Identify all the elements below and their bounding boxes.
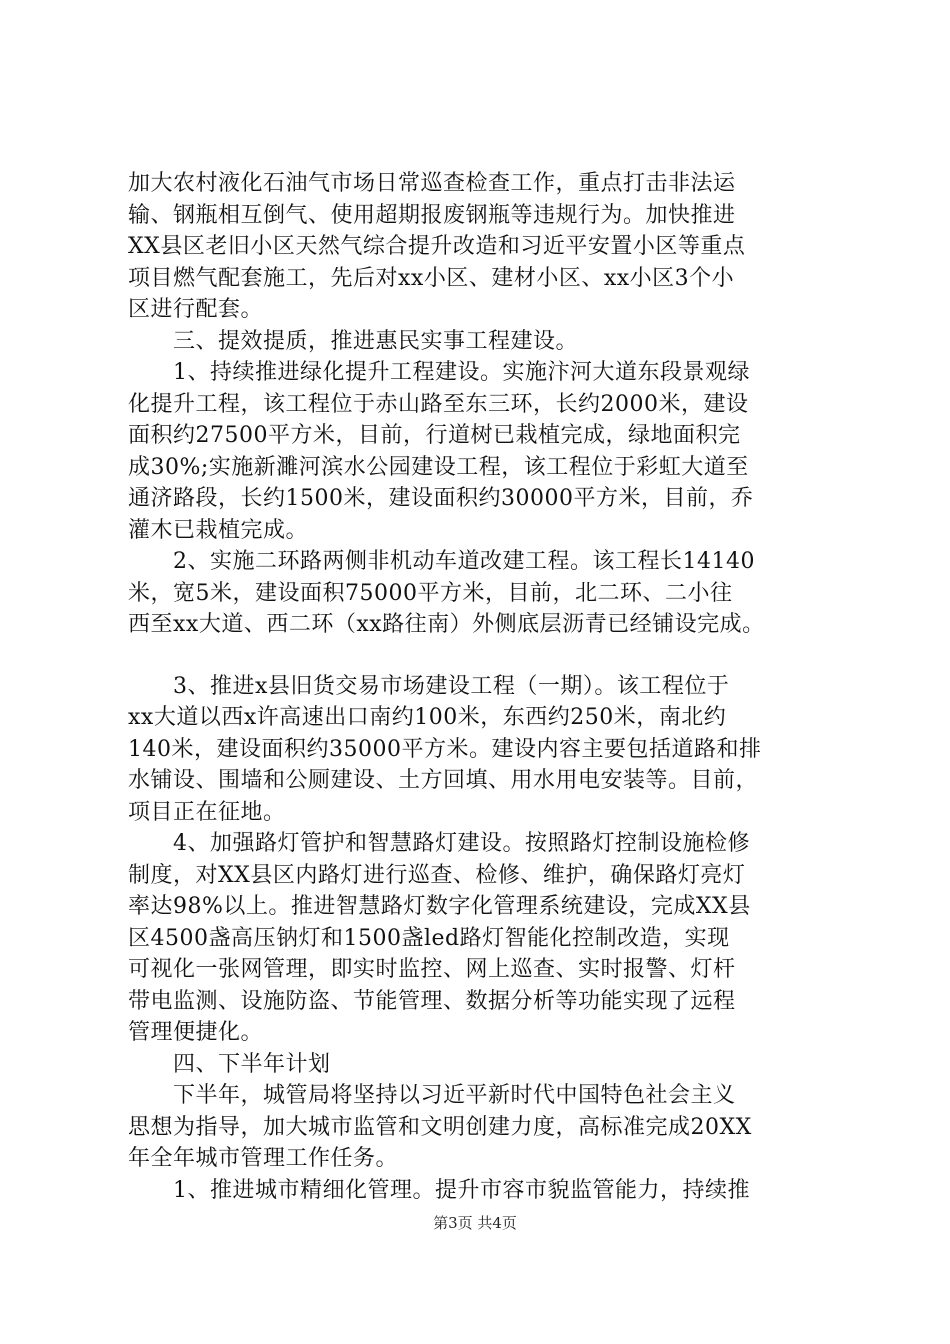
text-line: 下半年，城管局将坚持以习近平新时代中国特色社会主义: [128, 1083, 736, 1108]
text-line: 化提升工程，该工程位于赤山路至东三环，长约2000米，建设: [128, 391, 749, 417]
text-line: 输、钢瓶相互倒气、使用超期报废钢瓶等违规行为。加快推进: [128, 202, 736, 228]
text-line: 3、推进x县旧货交易市场建设工程（一期）。该工程位于: [128, 673, 730, 699]
text-line: 加大农村液化石油气市场日常巡查检查工作，重点打击非法运: [128, 171, 736, 196]
text-line: 年全年城市管理工作任务。: [128, 1146, 399, 1171]
text-line: xx大道以西x许高速出口南约100米，东西约250米，南北约: [128, 705, 727, 730]
section-heading: 四、下半年计划: [128, 1051, 331, 1077]
text-line: 带电监测、设施防盗、节能管理、数据分析等功能实现了远程: [128, 988, 736, 1014]
text-line: 水铺设、围墙和公厕建设、土方回填、用水用电安装等。目前，: [128, 768, 759, 793]
text-line: 管理便捷化。: [128, 1020, 264, 1045]
text-line: 思想为指导，加大城市监管和文明创建力度，高标准完成20XX: [128, 1114, 752, 1140]
text-line: 灌木已栽植完成。: [128, 517, 309, 543]
text-line: 2、实施二环路两侧非机动车道改建工程。该工程长14140: [128, 549, 755, 574]
document-body: [128, 168, 840, 1206]
text-line: 成30%;实施新濉河滨水公园建设工程，该工程位于彩虹大道至: [128, 454, 749, 480]
text-line: XX县区老旧小区天然气综合提升改造和习近平安置小区等重点: [128, 234, 746, 259]
text-line: 1、推进城市精细化管理。提升市容市貌监管能力，持续推: [128, 1177, 750, 1203]
section-heading: 三、提效提质，推进惠民实事工程建设。: [128, 328, 579, 354]
text-line: 通济路段，长约1500米，建设面积约30000平方米，目前，乔: [128, 486, 754, 511]
text-line: 区进行配套。: [128, 297, 264, 322]
text-line: 4、加强路灯管护和智慧路灯建设。按照路灯控制设施检修: [128, 831, 750, 856]
page-number-footer: 第3页 共4页: [433, 1214, 517, 1232]
text-line: 米，宽5米，建设面积75000平方米，目前，北二环、二小往: [128, 580, 733, 606]
text-line: 项目燃气配套施工，先后对xx小区、建材小区、xx小区3个小: [128, 265, 735, 291]
text-line: 面积约27500平方米，目前，行道树已栽植完成，绿地面积完: [128, 423, 741, 448]
text-line: 项目正在征地。: [128, 799, 286, 825]
text-line: 140米，建设面积约35000平方米。建设内容主要包括道路和排: [128, 736, 762, 762]
text-line: 可视化一张网管理，即实时监控、网上巡查、实时报警、灯杆: [128, 957, 736, 982]
text-line: 制度，对XX县区内路灯进行巡查、检修、维护，确保路灯亮灯: [128, 862, 746, 888]
text-line: 率达98%以上。推进智慧路灯数字化管理系统建设，完成XX县: [128, 894, 751, 919]
text-line: 西至xx大道、西二环（xx路往南）外侧底层沥青已经铺设完成。: [128, 612, 765, 637]
text-line: 区4500盏高压钠灯和1500盏led路灯智能化控制改造，实现: [128, 925, 730, 951]
text-line: 1、持续推进绿化提升工程建设。实施汴河大道东段景观绿: [128, 360, 750, 385]
blank-line: [128, 641, 840, 671]
